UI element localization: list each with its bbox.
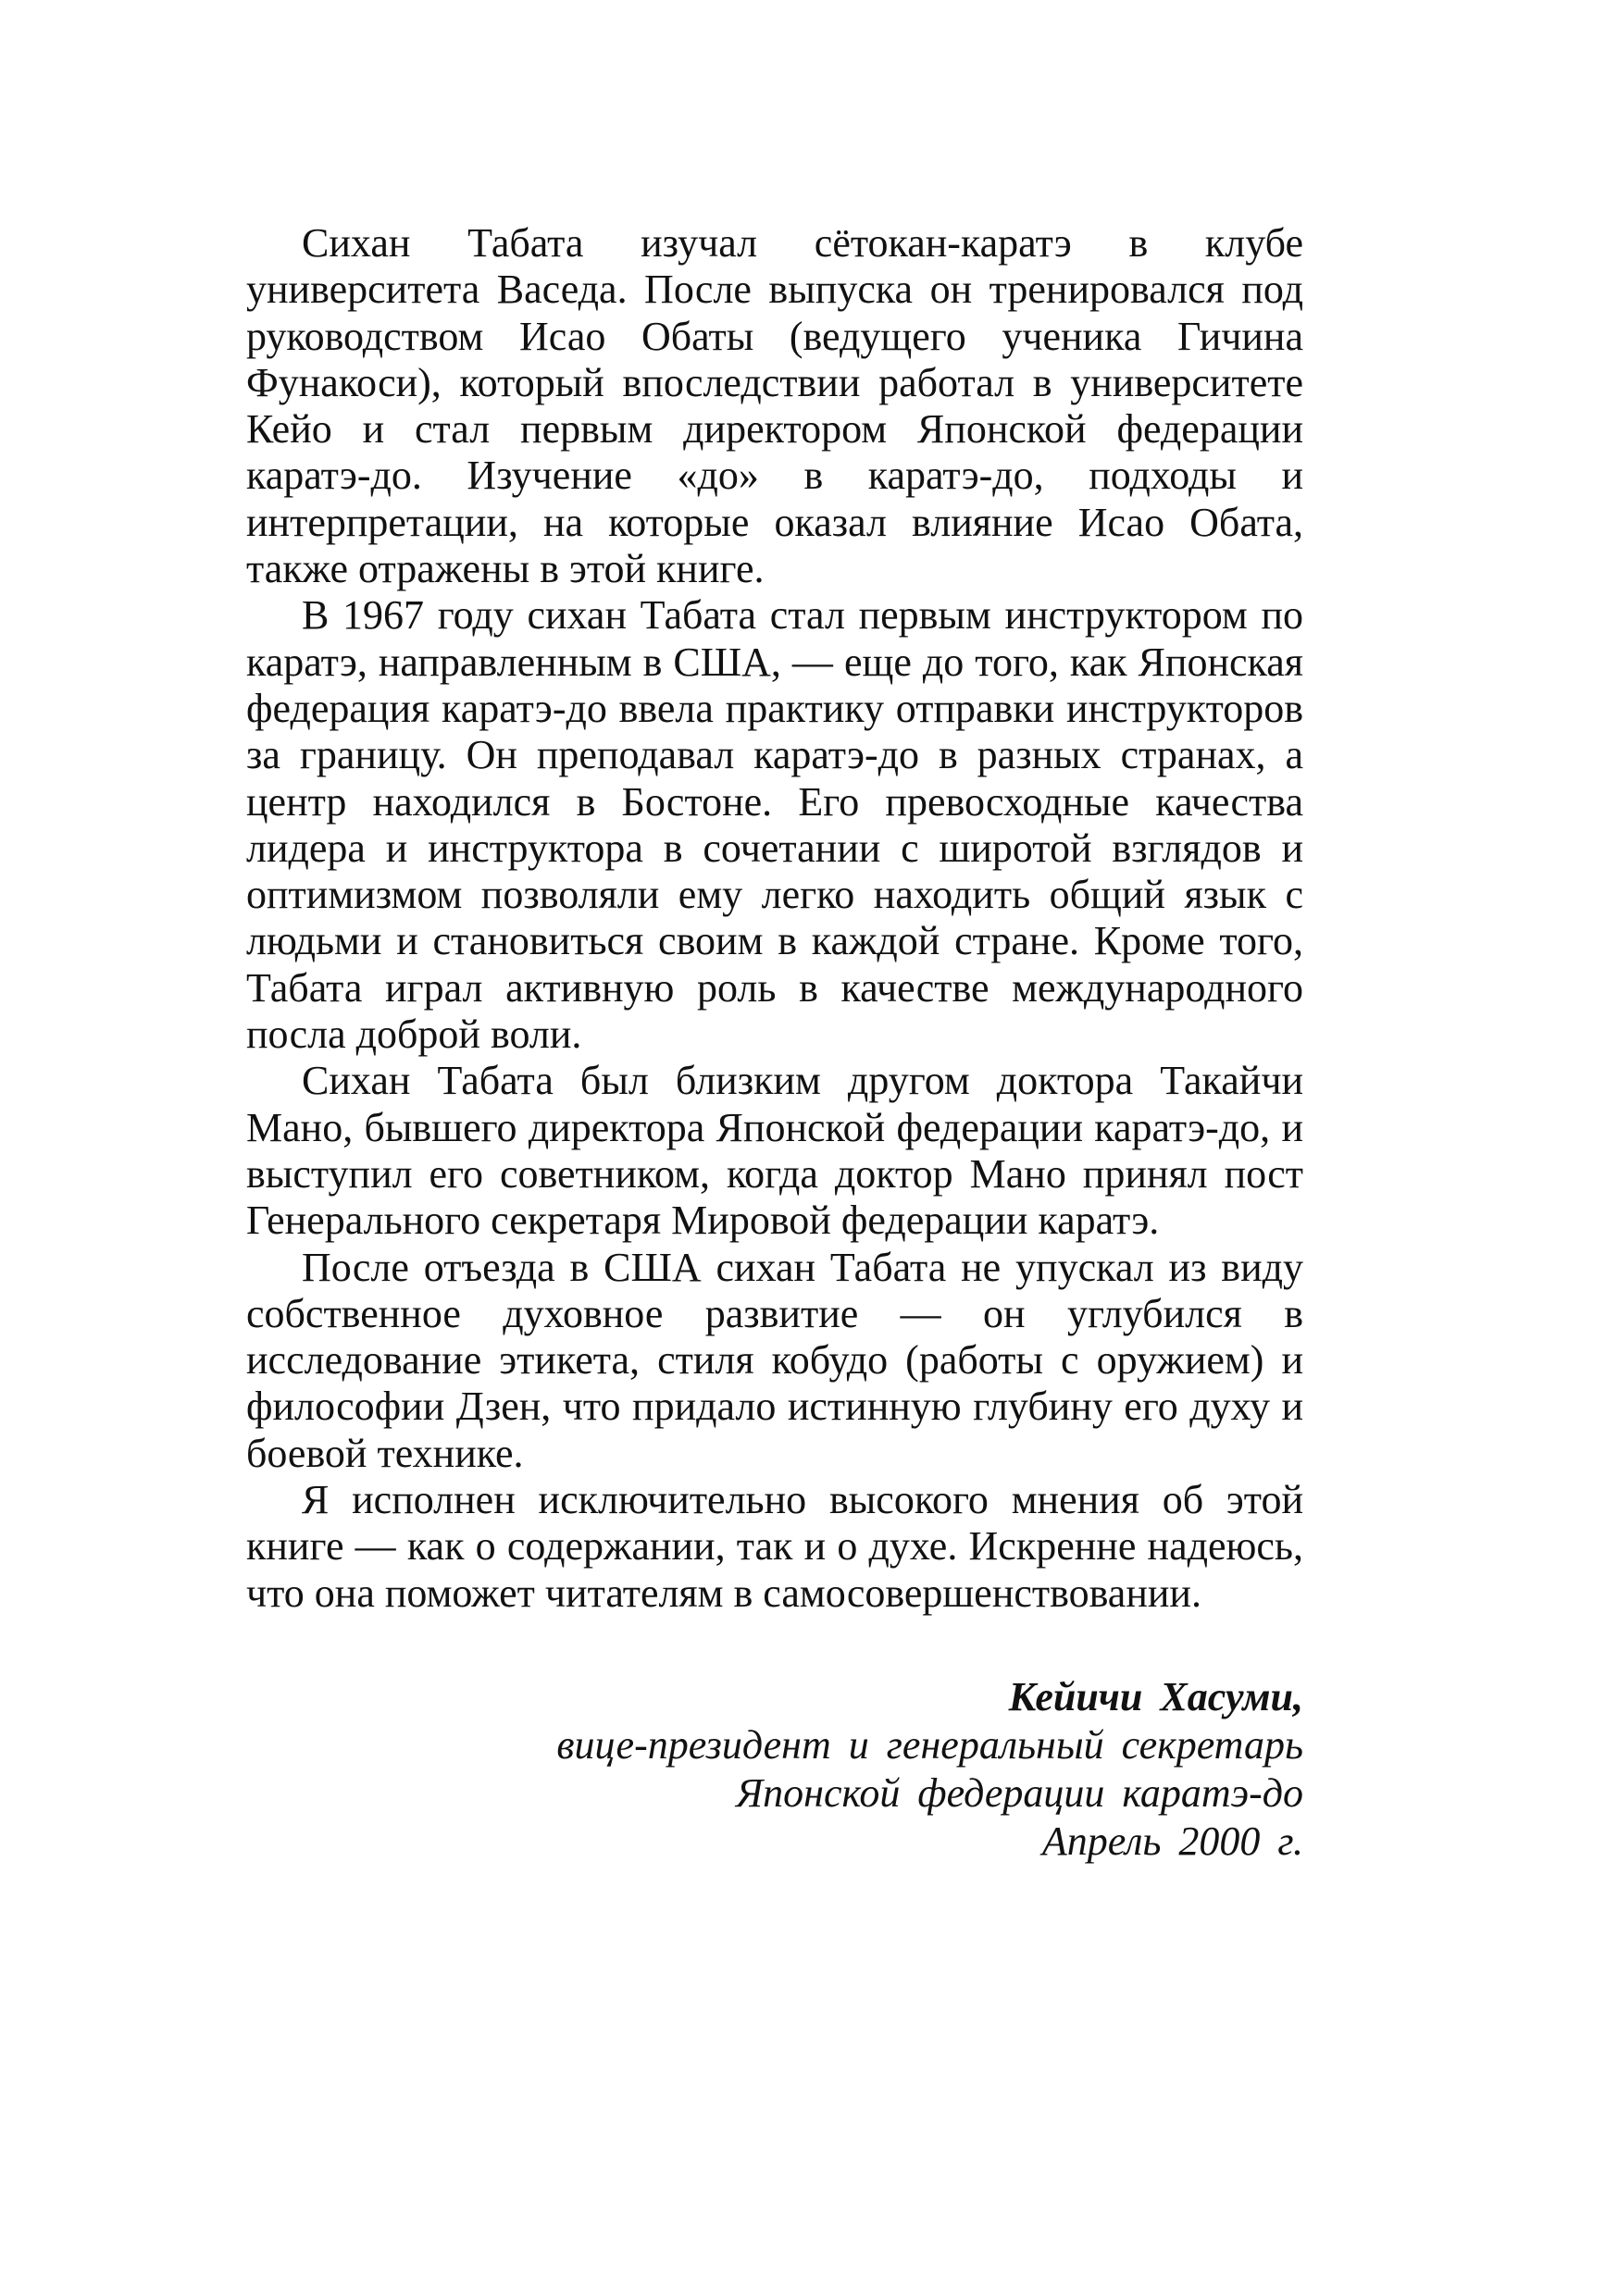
paragraph-3: Сихан Табата был близким другом доктора Такайчи Мано, бывшего директора Японской федерации каратэ-до, и выступил его советником, когда доктор Мано принял пост Генерального секретаря Мировой федерации каратэ. (246, 1058, 1303, 1244)
signature-block (246, 1673, 1303, 1866)
signature-organization: Японской федерации каратэ-до (736, 1770, 1303, 1816)
paragraph-2: В 1967 году сихан Табата стал первым инструктором по каратэ, направленным в США, — еще до того, как Японская федерация каратэ-до ввела практику отправки инструкторов за границу. Он преподавал каратэ-до в разных странах, а центр находился в Бостоне. Его превосходные качества лидера и инструктора в сочетании с широтой взглядов и оптимизмом позволяли ему легко находить общий язык с людьми и становиться своим в каждой стране. Кроме того, Табата играл активную роль в качестве международного посла доброй воли. (246, 592, 1303, 1058)
paragraph-1: Сихан Табата изучал сётокан-каратэ в клубе университета Васеда. После выпуска он тренировался под руководством Исао Обаты (ведущего ученика Гичина Фунакоси), который впоследствии работал в университете Кейо и стал первым директором Японской федерации каратэ-до. Изучение «до» в каратэ-до, подходы и интерпретации, на которые оказал влияние Исао Обата, также отражены в этой книге. (246, 220, 1303, 592)
paragraph-5: Я исполнен исключительно высокого мнения об этой книге — как о содержании, так и о духе. Искренне надеюсь, что она поможет читателям в самосовершенствовании. (246, 1477, 1303, 1616)
signature-name: Кейичи Хасуми, (1008, 1674, 1303, 1719)
body-text (246, 220, 1303, 1617)
paragraph-4: После отъезда в США сихан Табата не упускал из виду собственное духовное развитие — он углубился в исследование этикета, стиля кобудо (работы с оружием) и философии Дзен, что придало истинную глубину его духу и боевой технике. (246, 1244, 1303, 1476)
signature-date: Апрель 2000 г. (1041, 1818, 1303, 1864)
signature-title: вице-президент и генеральный секретарь (556, 1722, 1303, 1768)
